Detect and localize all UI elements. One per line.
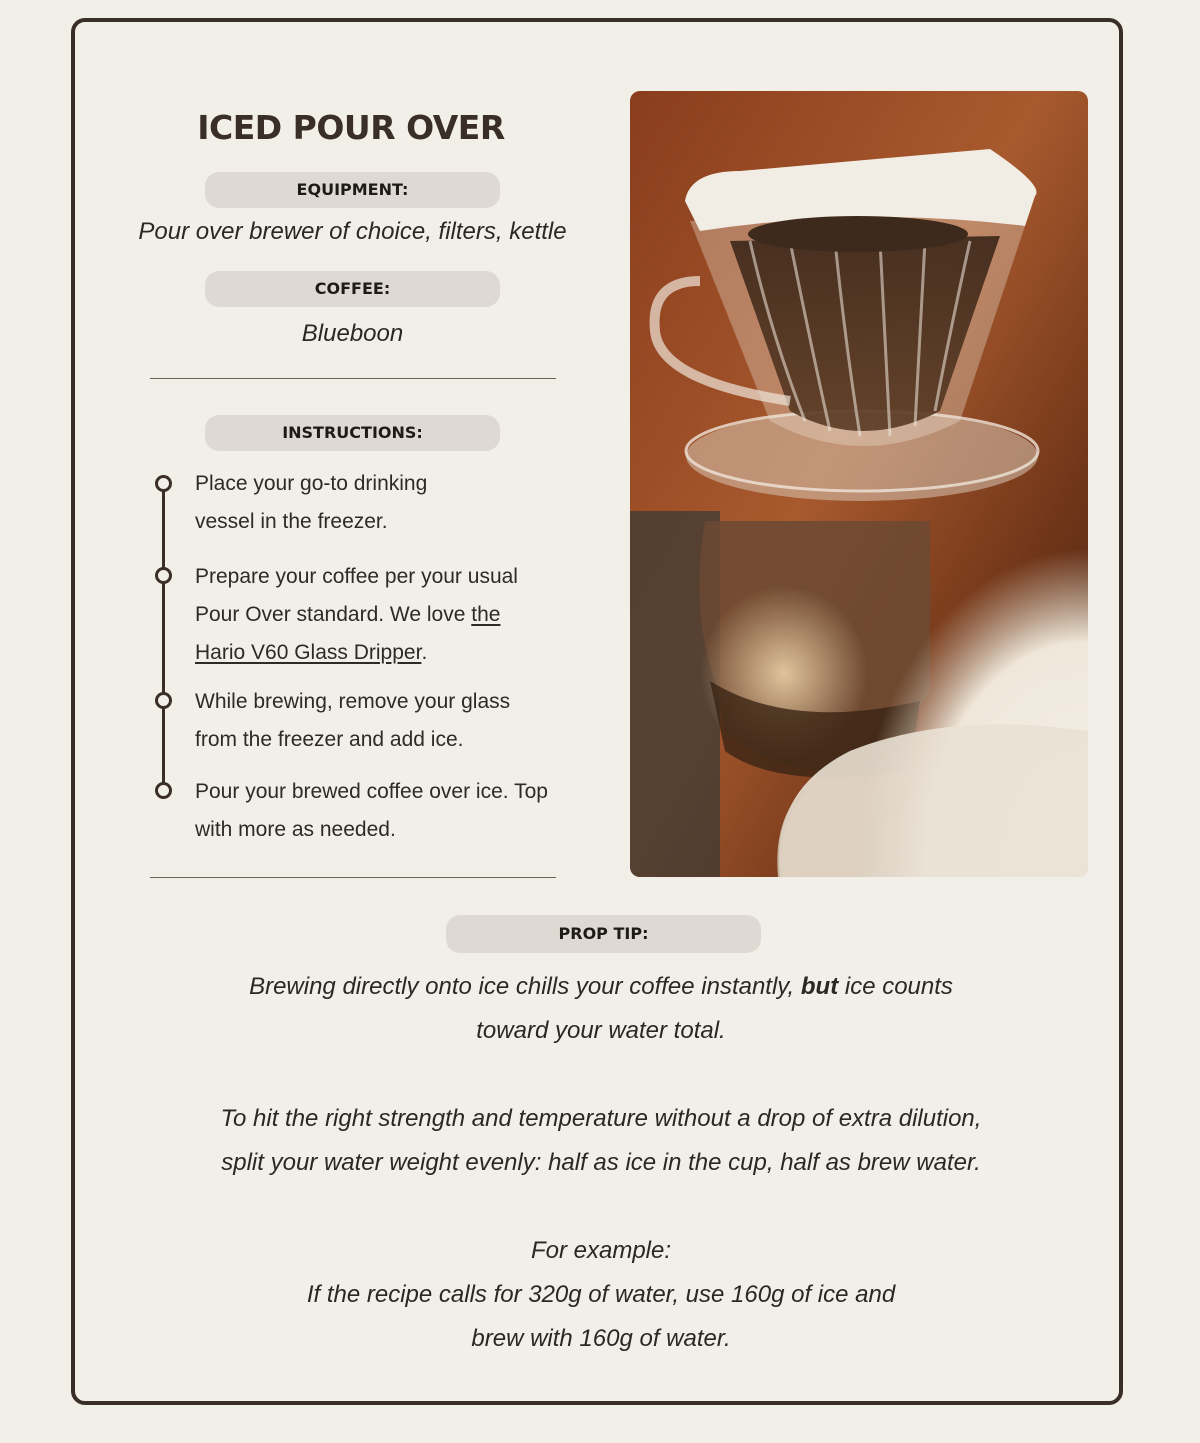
example-label: For example: [530, 1237, 672, 1264]
instruction-step [195, 465, 485, 541]
prop-tip-text: Brewing directly onto ice chills your coffee instantly, [249, 973, 801, 1000]
coffee-value: Blueboon [301, 320, 404, 347]
timeline-dot [155, 692, 172, 709]
example-text: If the recipe calls for 320g of water, use 160g of ice and brew with 160g of water. [306, 1281, 896, 1352]
prop-tip-text: To hit the right strength and temperature without a drop of extra dilution, split your water weight evenly: half as ice in the cup, half as brew water. [220, 1105, 982, 1176]
divider [150, 378, 556, 379]
pour-over-illustration [630, 91, 1088, 877]
instruction-step-text: Pour your brewed coffee over ice. Top with more as needed. [195, 780, 548, 841]
recipe-card [71, 18, 1123, 1405]
prop-tip-label: PROP TIP: [446, 915, 761, 953]
divider [150, 877, 556, 878]
equipment-value: Pour over brewer of choice, filters, kettle [138, 218, 567, 245]
instruction-step-text: Prepare your coffee per your usual Pour Over standard. We love [195, 565, 518, 626]
hario-v60-link[interactable]: the Hario V60 Glass Dripper [195, 603, 501, 664]
instruction-step [195, 683, 540, 759]
instruction-step-text: While brewing, remove your glass from the freezer and add ice. [195, 690, 511, 751]
instruction-step-text: Place your go-to drinking vessel in the freezer. [195, 472, 428, 533]
equipment-label: EQUIPMENT: [205, 172, 500, 208]
timeline-dot [155, 567, 172, 584]
recipe-title: ICED POUR OVER [197, 108, 505, 147]
prop-tip-text: ice counts toward your water total. [476, 973, 953, 1044]
coffee-label: COFFEE: [205, 271, 500, 307]
timeline-dot [155, 782, 172, 799]
prop-tip-paragraph-2 [155, 1097, 1047, 1185]
prop-tip-paragraph-1 [155, 965, 1047, 1053]
timeline-line [162, 484, 165, 792]
instruction-step [195, 773, 575, 849]
prop-tip-example [155, 1229, 1047, 1361]
pour-over-photo [630, 91, 1088, 877]
prop-tip-emphasis: but [800, 973, 839, 1000]
instruction-step-text-end: . [421, 641, 428, 664]
instructions-label: INSTRUCTIONS: [205, 415, 500, 451]
timeline-dot [155, 475, 172, 492]
instruction-step [195, 558, 540, 672]
